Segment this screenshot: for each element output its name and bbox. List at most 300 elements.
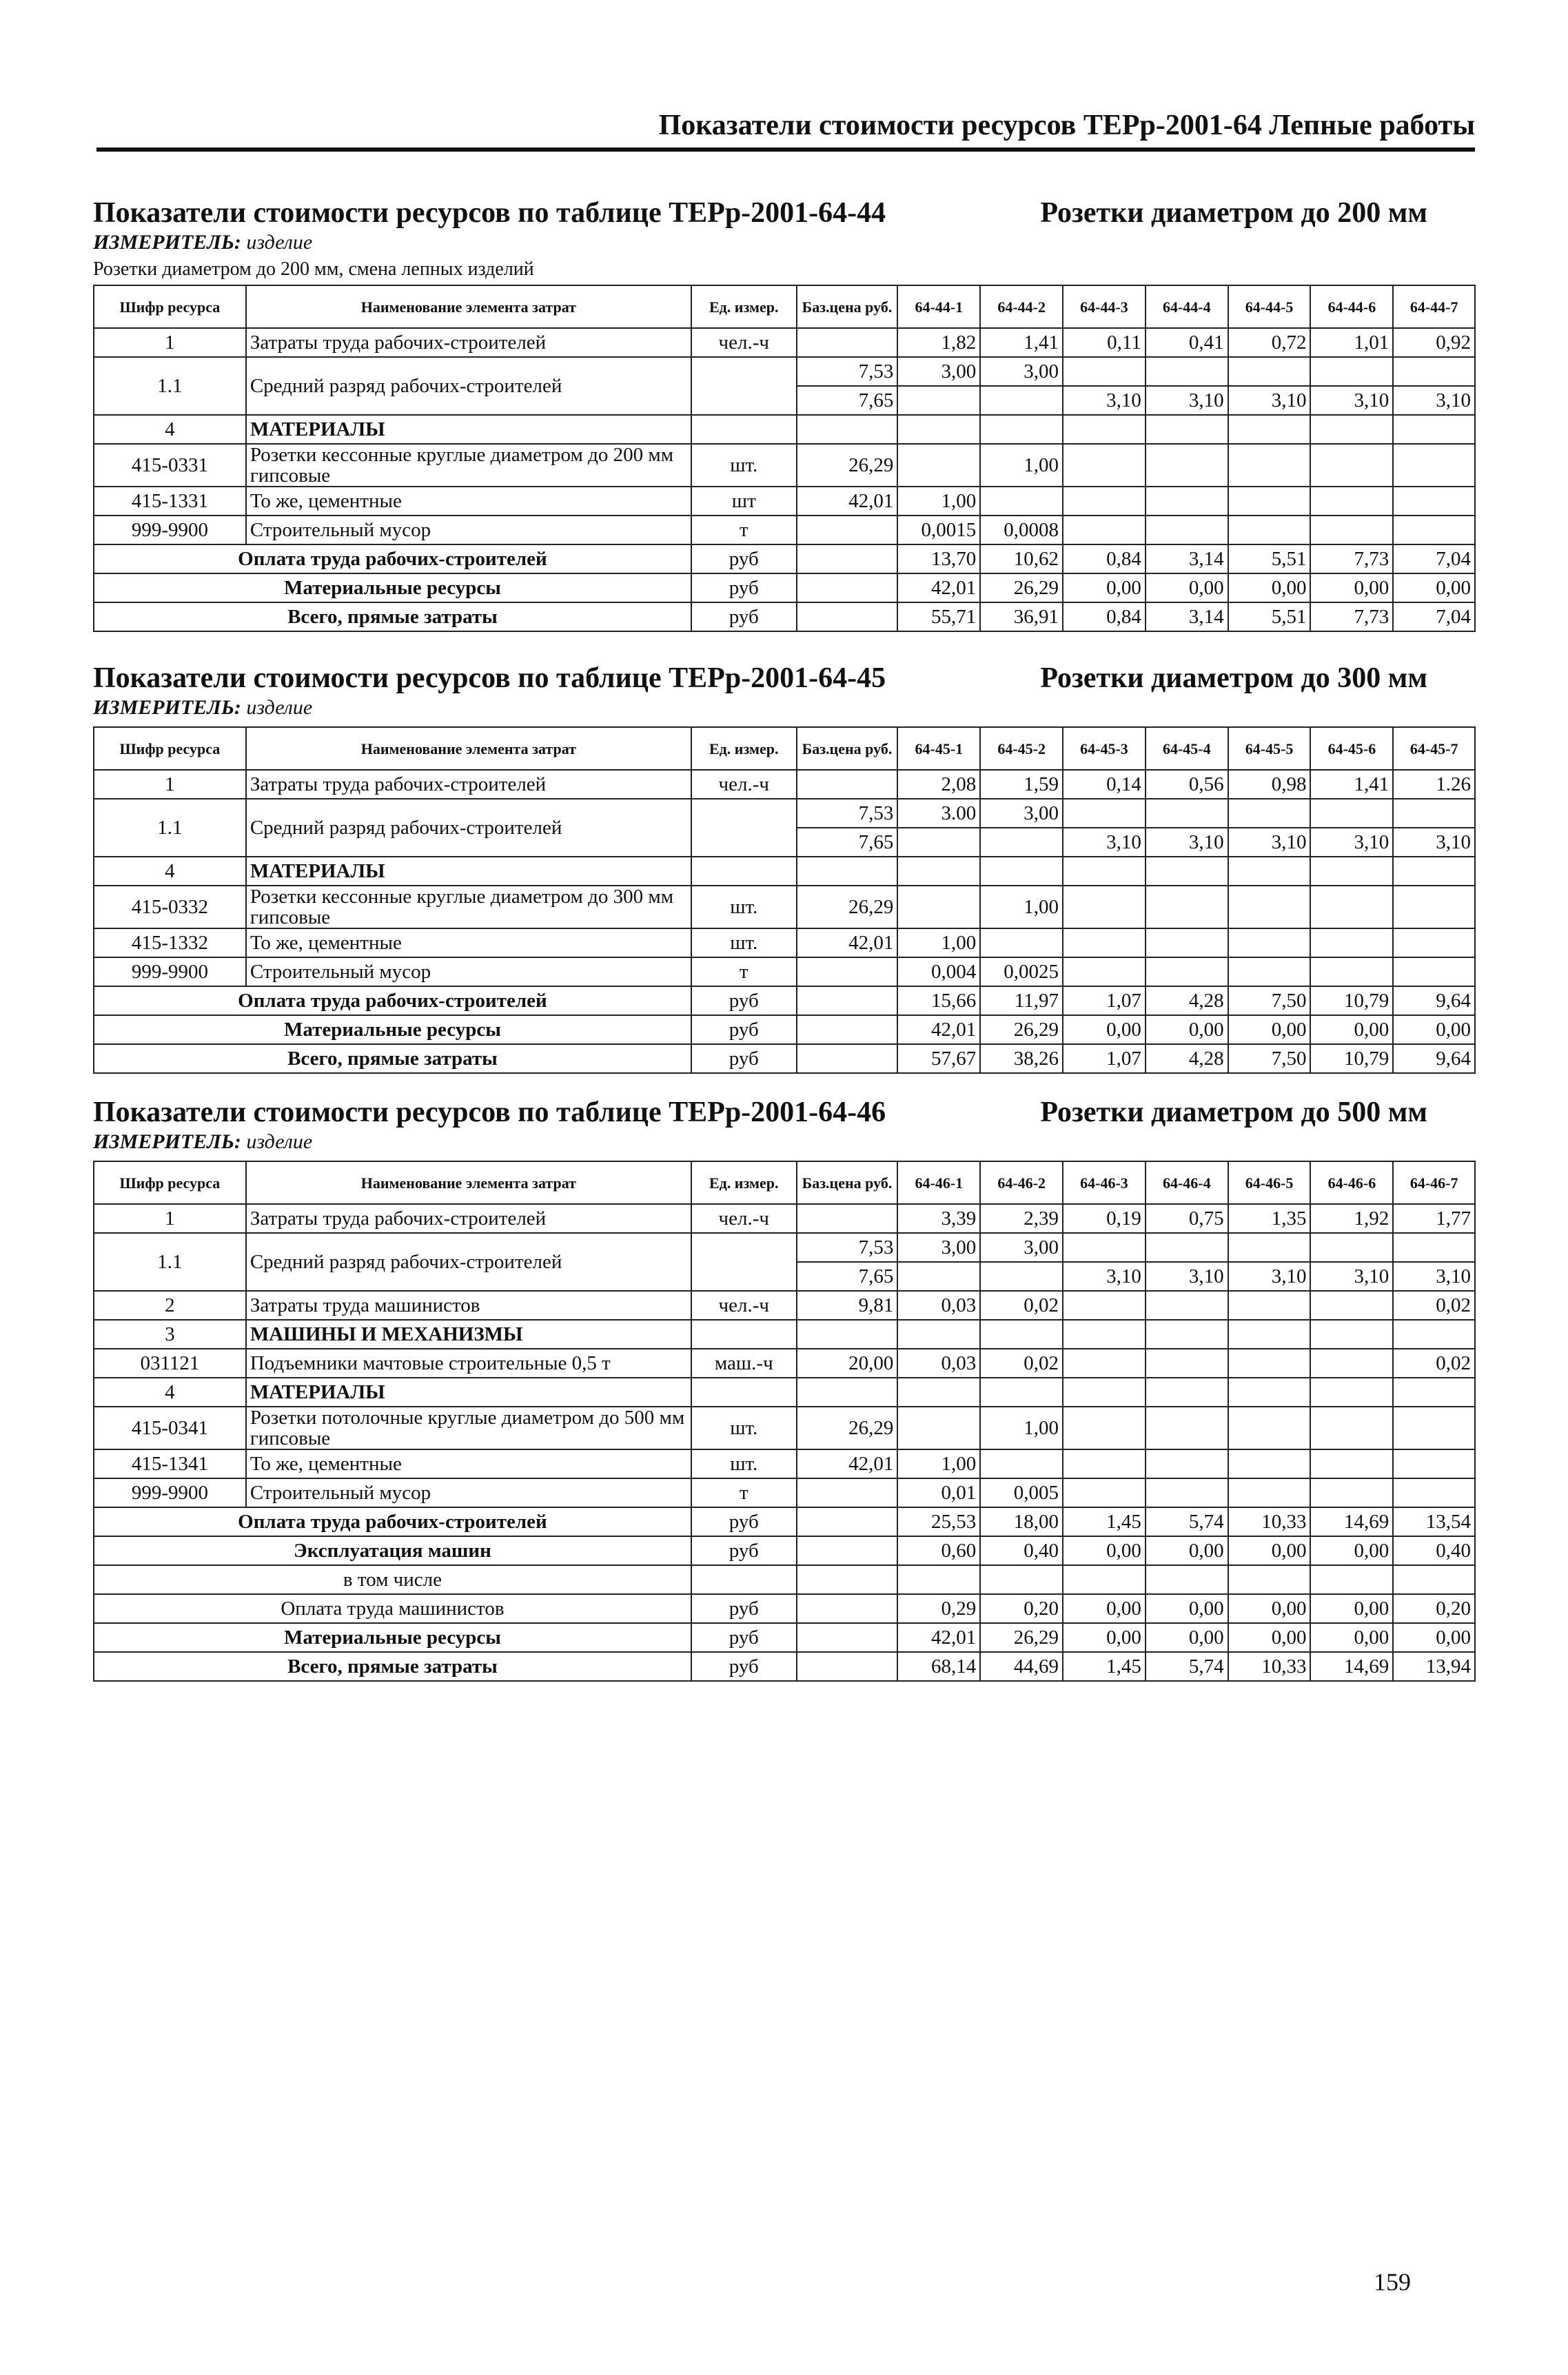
value-cell xyxy=(1146,444,1228,487)
value-cell: 0,60 xyxy=(897,1536,980,1565)
section-note: Розетки диаметром до 200 мм, смена лепных изделий xyxy=(93,258,534,280)
value-cell: 0,92 xyxy=(1393,328,1475,357)
table-row xyxy=(94,415,1475,444)
summary-row xyxy=(94,1015,1475,1044)
value-cell: 18,00 xyxy=(980,1507,1063,1536)
column-header: 64-44-1 xyxy=(897,285,980,328)
base-price xyxy=(797,415,898,444)
measure-unit-value: изделие xyxy=(246,1130,313,1153)
resource-code: 999-9900 xyxy=(94,1478,246,1507)
value-cell xyxy=(1310,1320,1393,1349)
value-cell xyxy=(1063,886,1146,928)
value-cell: 3,10 xyxy=(1393,828,1475,857)
value-cell: 0,00 xyxy=(1310,1536,1393,1565)
value-cell: 10,33 xyxy=(1228,1507,1311,1536)
column-header: Наименование элемента затрат xyxy=(246,1161,691,1204)
resource-name: Розетки кессонные круглые диаметром до 200 мм гипсовые xyxy=(246,444,691,487)
value-cell: 0,00 xyxy=(1228,1623,1311,1652)
unit-cell: маш.-ч xyxy=(691,1349,797,1378)
header-row xyxy=(94,285,1475,328)
measure-unit-label: ИЗМЕРИТЕЛЬ: xyxy=(93,1130,241,1153)
resource-code: 1 xyxy=(94,1204,246,1233)
value-cell: 0,02 xyxy=(1393,1349,1475,1378)
value-cell: 42,01 xyxy=(897,573,980,602)
value-cell xyxy=(1228,928,1311,957)
column-header: 64-46-2 xyxy=(980,1161,1063,1204)
column-header: Шифр ресурса xyxy=(94,727,246,770)
unit-cell xyxy=(691,415,797,444)
value-cell: 1,00 xyxy=(897,928,980,957)
section-subtitle: Розетки диаметром до 300 мм xyxy=(1040,662,1427,694)
base-price-empty xyxy=(797,986,898,1015)
value-cell: 3,10 xyxy=(1393,1262,1475,1291)
base-price xyxy=(797,1478,898,1507)
resource-name: Строительный мусор xyxy=(246,516,691,544)
value-cell: 26,29 xyxy=(980,573,1063,602)
base-price-empty xyxy=(797,1507,898,1536)
summary-row xyxy=(94,1594,1475,1623)
value-cell: 1,45 xyxy=(1063,1507,1146,1536)
value-cell: 0,00 xyxy=(1310,1594,1393,1623)
value-cell xyxy=(1310,857,1393,886)
column-header: 64-46-4 xyxy=(1146,1161,1228,1204)
column-header: 64-46-5 xyxy=(1228,1161,1311,1204)
value-cell xyxy=(1310,1478,1393,1507)
value-cell xyxy=(897,857,980,886)
section-subtitle: Розетки диаметром до 200 мм xyxy=(1040,197,1427,229)
value-cell xyxy=(1063,1449,1146,1478)
value-cell xyxy=(897,415,980,444)
value-cell xyxy=(1063,799,1146,828)
value-cell xyxy=(1393,357,1475,386)
value-cell xyxy=(1228,1378,1311,1407)
base-price xyxy=(797,957,898,986)
value-cell: 0,03 xyxy=(897,1291,980,1320)
unit-cell: шт. xyxy=(691,1449,797,1478)
value-cell: 3,00 xyxy=(897,1233,980,1262)
value-cell: 10,79 xyxy=(1310,1044,1393,1073)
unit-cell: т xyxy=(691,516,797,544)
value-cell: 3,14 xyxy=(1146,544,1228,573)
resource-name: Розетки кессонные круглые диаметром до 300 мм гипсовые xyxy=(246,886,691,928)
value-cell: 0,72 xyxy=(1228,328,1311,357)
value-cell xyxy=(1228,444,1311,487)
column-header: 64-46-3 xyxy=(1063,1161,1146,1204)
value-cell: 0,00 xyxy=(1063,1623,1146,1652)
value-cell xyxy=(1228,1233,1311,1262)
value-cell: 1,07 xyxy=(1063,1044,1146,1073)
value-cell: 0,29 xyxy=(897,1594,980,1623)
column-header: 64-46-1 xyxy=(897,1161,980,1204)
value-cell: 3,39 xyxy=(897,1204,980,1233)
unit-cell: чел.-ч xyxy=(691,328,797,357)
unit-cell: руб xyxy=(691,544,797,573)
value-cell: 0,98 xyxy=(1228,770,1311,799)
base-price: 26,29 xyxy=(797,1407,898,1449)
resource-name: То же, цементные xyxy=(246,1449,691,1478)
value-cell xyxy=(1063,1233,1146,1262)
value-cell xyxy=(1393,415,1475,444)
value-cell xyxy=(897,1378,980,1407)
unit-cell: руб xyxy=(691,1594,797,1623)
value-cell xyxy=(1393,1478,1475,1507)
column-header: 64-44-7 xyxy=(1393,285,1475,328)
value-cell xyxy=(1310,886,1393,928)
table-row xyxy=(94,928,1475,957)
table-row xyxy=(94,1320,1475,1349)
value-cell: 1,35 xyxy=(1228,1204,1311,1233)
value-cell xyxy=(1146,1291,1228,1320)
value-cell: 36,91 xyxy=(980,602,1063,631)
value-cell: 3,00 xyxy=(980,357,1063,386)
base-price xyxy=(797,1378,898,1407)
column-header: 64-45-3 xyxy=(1063,727,1146,770)
value-cell xyxy=(1393,1565,1475,1594)
resource-code: 031121 xyxy=(94,1349,246,1378)
value-cell xyxy=(1310,928,1393,957)
resource-code: 415-1331 xyxy=(94,487,246,516)
value-cell: 0,00 xyxy=(1393,1623,1475,1652)
value-cell: 0,00 xyxy=(1146,1623,1228,1652)
base-price: 20,00 xyxy=(797,1349,898,1378)
resource-code: 2 xyxy=(94,1291,246,1320)
value-cell: 15,66 xyxy=(897,986,980,1015)
resource-code: 415-0331 xyxy=(94,444,246,487)
value-cell xyxy=(1228,1449,1311,1478)
value-cell: 3.00 xyxy=(897,799,980,828)
value-cell xyxy=(1393,799,1475,828)
unit-cell: руб xyxy=(691,1015,797,1044)
table-row xyxy=(94,516,1475,544)
value-cell: 9,64 xyxy=(1393,1044,1475,1073)
value-cell xyxy=(1063,1320,1146,1349)
value-cell xyxy=(1310,415,1393,444)
table-row xyxy=(94,1478,1475,1507)
table-row xyxy=(94,357,1475,386)
value-cell xyxy=(1310,444,1393,487)
value-cell: 57,67 xyxy=(897,1044,980,1073)
table-row xyxy=(94,857,1475,886)
header-row xyxy=(94,727,1475,770)
value-cell xyxy=(1146,516,1228,544)
value-cell: 0,00 xyxy=(1063,1536,1146,1565)
value-cell: 0,00 xyxy=(1146,1536,1228,1565)
unit-cell xyxy=(691,1233,797,1291)
summary-label: в том числе xyxy=(94,1565,691,1594)
section-title-row xyxy=(93,1096,1476,1129)
value-cell xyxy=(1393,487,1475,516)
resource-code: 1.1 xyxy=(94,1233,246,1291)
table-row xyxy=(94,444,1475,487)
value-cell: 3,10 xyxy=(1393,386,1475,415)
value-cell xyxy=(1063,1565,1146,1594)
value-cell: 14,69 xyxy=(1310,1507,1393,1536)
measure-unit-line xyxy=(93,1130,1476,1154)
table-row xyxy=(94,799,1475,828)
base-price-empty xyxy=(797,1044,898,1073)
value-cell xyxy=(1146,1407,1228,1449)
value-cell xyxy=(1146,1378,1228,1407)
summary-row xyxy=(94,986,1475,1015)
summary-label: Эксплуатация машин xyxy=(94,1536,691,1565)
value-cell: 3,10 xyxy=(1063,386,1146,415)
value-cell: 0,00 xyxy=(1228,1015,1311,1044)
value-cell: 0,00 xyxy=(1393,1015,1475,1044)
column-header: Ед. измер. xyxy=(691,285,797,328)
value-cell: 0,00 xyxy=(1310,1015,1393,1044)
section-table-64-45 xyxy=(93,662,1476,1074)
header-row xyxy=(94,1161,1475,1204)
unit-cell: руб xyxy=(691,986,797,1015)
section-subtitle: Розетки диаметром до 500 мм xyxy=(1040,1097,1427,1128)
summary-row xyxy=(94,1536,1475,1565)
table-row xyxy=(94,770,1475,799)
value-cell: 3,10 xyxy=(1146,1262,1228,1291)
value-cell xyxy=(1146,886,1228,928)
summary-label: Оплата труда рабочих-строителей xyxy=(94,1507,691,1536)
value-cell xyxy=(1393,444,1475,487)
value-cell: 2,39 xyxy=(980,1204,1063,1233)
value-cell xyxy=(1146,857,1228,886)
unit-cell: руб xyxy=(691,1044,797,1073)
resource-name: Строительный мусор xyxy=(246,957,691,986)
value-cell xyxy=(1146,415,1228,444)
base-price: 7,53 xyxy=(797,357,898,386)
value-cell: 0,11 xyxy=(1063,328,1146,357)
unit-cell: т xyxy=(691,957,797,986)
value-cell xyxy=(1063,444,1146,487)
value-cell xyxy=(1228,799,1311,828)
base-price xyxy=(797,1320,898,1349)
table-row xyxy=(94,487,1475,516)
section-title: Показатели стоимости ресурсов по таблице ТЕРр-2001-64-46 xyxy=(93,1097,886,1128)
value-cell: 0,56 xyxy=(1146,770,1228,799)
column-header: Баз.цена руб. xyxy=(797,1161,898,1204)
value-cell: 55,71 xyxy=(897,602,980,631)
measure-unit-value: изделие xyxy=(246,231,313,254)
value-cell xyxy=(1146,487,1228,516)
value-cell: 3,10 xyxy=(1310,828,1393,857)
base-price xyxy=(797,1204,898,1233)
column-header: Ед. измер. xyxy=(691,1161,797,1204)
value-cell: 3,10 xyxy=(1310,1262,1393,1291)
base-price-empty xyxy=(797,573,898,602)
summary-label: Оплата труда машинистов xyxy=(94,1594,691,1623)
resource-name: Затраты труда рабочих-строителей xyxy=(246,1204,691,1233)
value-cell xyxy=(1310,1378,1393,1407)
measure-unit-value: изделие xyxy=(246,696,313,719)
value-cell xyxy=(1063,957,1146,986)
value-cell xyxy=(1393,1378,1475,1407)
base-price-empty xyxy=(797,1594,898,1623)
value-cell: 42,01 xyxy=(897,1015,980,1044)
column-header: 64-44-6 xyxy=(1310,285,1393,328)
value-cell: 3,10 xyxy=(1146,386,1228,415)
section-title-row xyxy=(93,196,1476,230)
value-cell: 0,0025 xyxy=(980,957,1063,986)
value-cell xyxy=(897,886,980,928)
table-row xyxy=(94,1449,1475,1478)
value-cell: 0,00 xyxy=(1393,573,1475,602)
value-cell xyxy=(1063,1349,1146,1378)
measure-unit-label: ИЗМЕРИТЕЛЬ: xyxy=(93,231,241,254)
value-cell xyxy=(1228,415,1311,444)
resource-name: Подъемники мачтовые строительные 0,5 т xyxy=(246,1349,691,1378)
value-cell: 7,04 xyxy=(1393,602,1475,631)
base-price-empty xyxy=(797,544,898,573)
summary-row xyxy=(94,1507,1475,1536)
page-number: 159 xyxy=(1374,2268,1411,2296)
unit-cell: чел.-ч xyxy=(691,1291,797,1320)
resource-name: МАТЕРИАЛЫ xyxy=(246,857,691,886)
resource-table xyxy=(93,1161,1476,1682)
value-cell: 0,03 xyxy=(897,1349,980,1378)
value-cell xyxy=(1310,1565,1393,1594)
value-cell xyxy=(1063,516,1146,544)
column-header: 64-44-5 xyxy=(1228,285,1311,328)
base-price: 7,53 xyxy=(797,799,898,828)
running-head: Показатели стоимости ресурсов ТЕРр-2001-64 Лепные работы xyxy=(96,109,1475,152)
value-cell xyxy=(1146,1478,1228,1507)
value-cell: 0,20 xyxy=(980,1594,1063,1623)
base-price-empty xyxy=(797,1536,898,1565)
unit-cell xyxy=(691,1565,797,1594)
table-row xyxy=(94,886,1475,928)
value-cell xyxy=(1393,1320,1475,1349)
base-price: 7,65 xyxy=(797,828,898,857)
value-cell xyxy=(980,828,1063,857)
base-price: 42,01 xyxy=(797,1449,898,1478)
value-cell: 13,70 xyxy=(897,544,980,573)
value-cell: 3,00 xyxy=(980,799,1063,828)
value-cell: 26,29 xyxy=(980,1623,1063,1652)
value-cell: 1,00 xyxy=(980,886,1063,928)
unit-cell xyxy=(691,857,797,886)
summary-label: Материальные ресурсы xyxy=(94,573,691,602)
value-cell xyxy=(1310,1449,1393,1478)
value-cell: 42,01 xyxy=(897,1623,980,1652)
resource-code: 415-1332 xyxy=(94,928,246,957)
value-cell: 0,02 xyxy=(980,1291,1063,1320)
value-cell: 0,84 xyxy=(1063,544,1146,573)
value-cell xyxy=(980,1449,1063,1478)
unit-cell: шт xyxy=(691,487,797,516)
value-cell: 1,41 xyxy=(980,328,1063,357)
value-cell: 1,00 xyxy=(980,444,1063,487)
unit-cell: т xyxy=(691,1478,797,1507)
value-cell: 0,00 xyxy=(1228,1594,1311,1623)
resource-name: Розетки потолочные круглые диаметром до 500 мм гипсовые xyxy=(246,1407,691,1449)
base-price-empty xyxy=(797,1015,898,1044)
unit-cell: руб xyxy=(691,573,797,602)
resource-code: 3 xyxy=(94,1320,246,1349)
value-cell xyxy=(1310,357,1393,386)
value-cell: 14,69 xyxy=(1310,1652,1393,1681)
column-header: 64-45-5 xyxy=(1228,727,1311,770)
value-cell: 1,00 xyxy=(897,487,980,516)
value-cell xyxy=(1228,886,1311,928)
summary-label: Материальные ресурсы xyxy=(94,1015,691,1044)
value-cell xyxy=(1310,1291,1393,1320)
value-cell xyxy=(1063,1407,1146,1449)
value-cell xyxy=(1063,1291,1146,1320)
value-cell xyxy=(1146,799,1228,828)
column-header: 64-44-2 xyxy=(980,285,1063,328)
value-cell: 3,10 xyxy=(1228,1262,1311,1291)
base-price: 42,01 xyxy=(797,928,898,957)
value-cell xyxy=(1228,1407,1311,1449)
base-price xyxy=(797,328,898,357)
value-cell: 4,28 xyxy=(1146,1044,1228,1073)
column-header: 64-45-7 xyxy=(1393,727,1475,770)
value-cell xyxy=(1228,1291,1311,1320)
value-cell xyxy=(980,386,1063,415)
resource-code: 1 xyxy=(94,770,246,799)
value-cell xyxy=(1063,487,1146,516)
unit-cell: шт. xyxy=(691,886,797,928)
value-cell: 1.26 xyxy=(1393,770,1475,799)
value-cell xyxy=(1146,1349,1228,1378)
value-cell: 0,40 xyxy=(1393,1536,1475,1565)
column-header: 64-45-4 xyxy=(1146,727,1228,770)
summary-row xyxy=(94,1044,1475,1073)
value-cell: 0,19 xyxy=(1063,1204,1146,1233)
value-cell xyxy=(1146,1233,1228,1262)
section-title-row xyxy=(93,662,1476,695)
value-cell xyxy=(980,487,1063,516)
value-cell xyxy=(897,444,980,487)
resource-code: 4 xyxy=(94,1378,246,1407)
value-cell: 5,74 xyxy=(1146,1507,1228,1536)
measure-unit-line xyxy=(93,696,1476,720)
resource-code: 415-0341 xyxy=(94,1407,246,1449)
value-cell: 7,73 xyxy=(1310,544,1393,573)
value-cell xyxy=(1393,957,1475,986)
resource-name: Затраты труда рабочих-строителей xyxy=(246,770,691,799)
value-cell: 1,82 xyxy=(897,328,980,357)
unit-cell: руб xyxy=(691,602,797,631)
value-cell xyxy=(1228,857,1311,886)
value-cell xyxy=(1310,487,1393,516)
value-cell xyxy=(1146,357,1228,386)
value-cell: 0,0008 xyxy=(980,516,1063,544)
value-cell: 7,04 xyxy=(1393,544,1475,573)
value-cell: 3,10 xyxy=(1228,828,1311,857)
summary-label: Оплата труда рабочих-строителей xyxy=(94,986,691,1015)
summary-label: Всего, прямые затраты xyxy=(94,602,691,631)
value-cell: 10,33 xyxy=(1228,1652,1311,1681)
value-cell: 0,02 xyxy=(1393,1291,1475,1320)
resource-code: 415-0332 xyxy=(94,886,246,928)
value-cell xyxy=(1146,1565,1228,1594)
value-cell: 0,02 xyxy=(980,1349,1063,1378)
section-title: Показатели стоимости ресурсов по таблице ТЕРр-2001-64-44 xyxy=(93,197,886,229)
value-cell xyxy=(1228,487,1311,516)
resource-table xyxy=(93,726,1476,1074)
value-cell: 3,10 xyxy=(1310,386,1393,415)
value-cell: 0,005 xyxy=(980,1478,1063,1507)
value-cell: 0,00 xyxy=(1063,1015,1146,1044)
value-cell: 0,00 xyxy=(1146,1594,1228,1623)
value-cell: 0,00 xyxy=(1228,1536,1311,1565)
base-price: 7,65 xyxy=(797,386,898,415)
value-cell xyxy=(980,415,1063,444)
value-cell: 0,20 xyxy=(1393,1594,1475,1623)
value-cell xyxy=(980,857,1063,886)
value-cell: 3,10 xyxy=(1063,1262,1146,1291)
column-header: 64-45-6 xyxy=(1310,727,1393,770)
value-cell xyxy=(1310,1233,1393,1262)
